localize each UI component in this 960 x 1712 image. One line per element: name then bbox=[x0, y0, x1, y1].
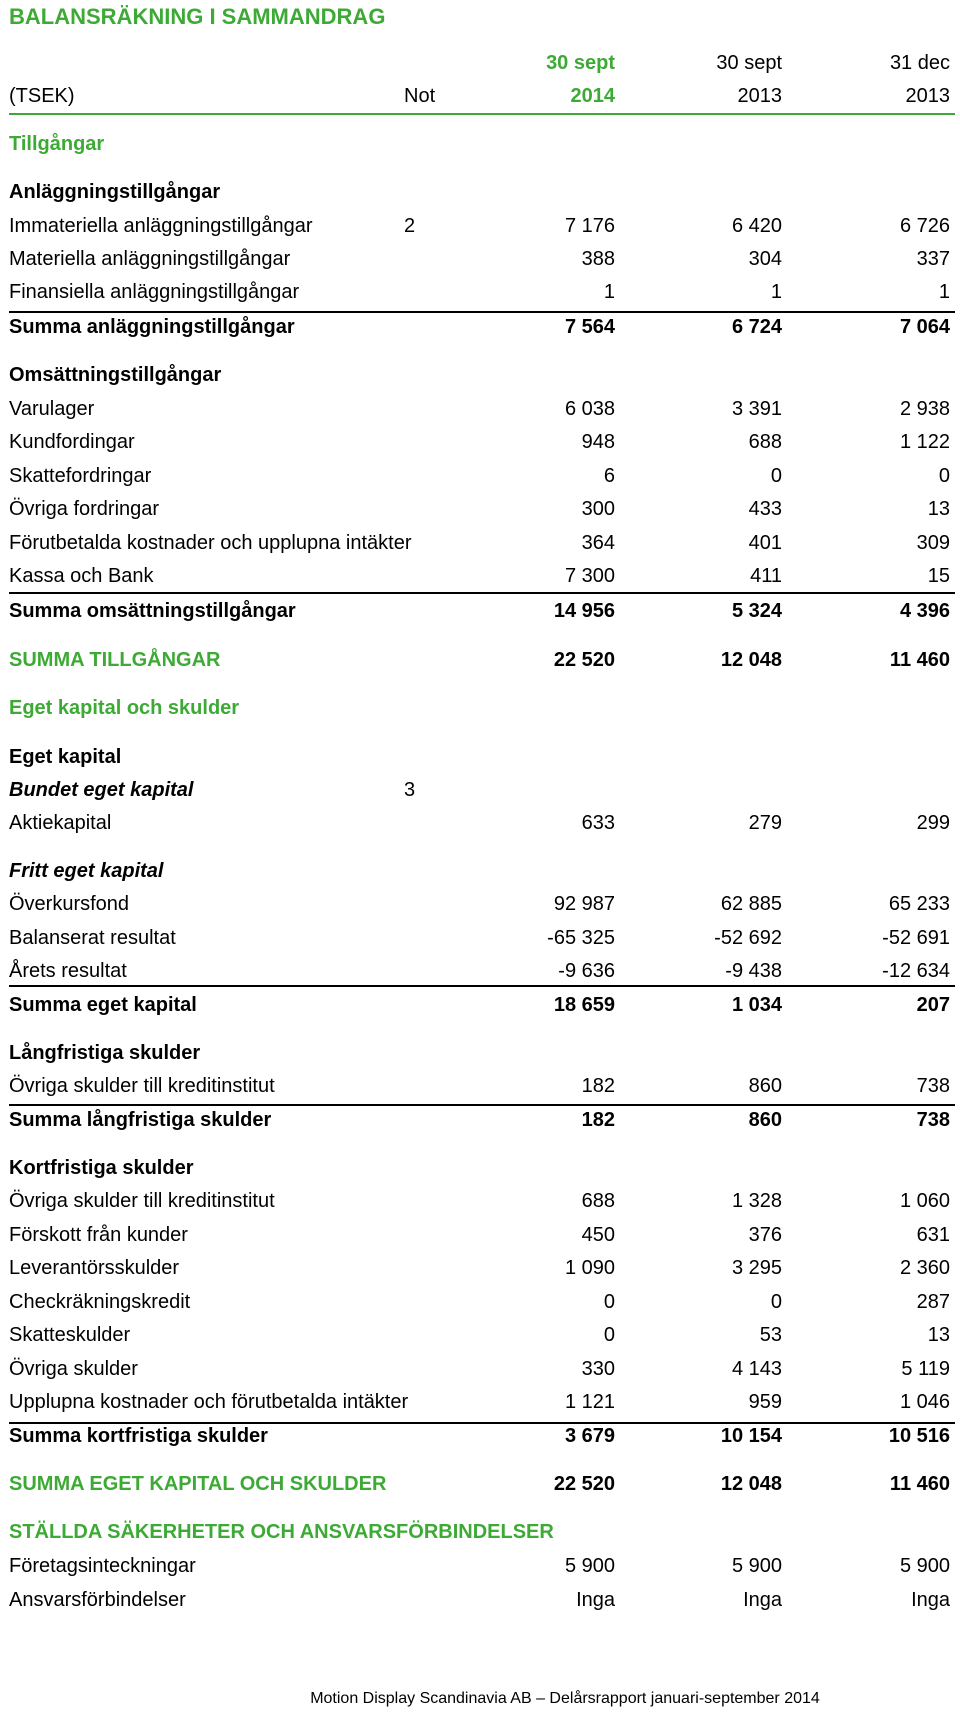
value-30-sept-2014: 6 038 bbox=[564, 398, 615, 420]
row-label: Summa kortfristiga skulder bbox=[9, 1425, 268, 1447]
value-30-sept-2013: 62 885 bbox=[720, 893, 782, 915]
value-31-dec-2013: 2 938 bbox=[899, 398, 950, 420]
table-row-eget-kapital bbox=[0, 741, 960, 773]
row-label: Finansiella anläggningstillgångar bbox=[9, 281, 300, 303]
value-30-sept-2014: 330 bbox=[581, 1358, 615, 1380]
row-label: STÄLLDA SÄKERHETER OCH ANSVARSFÖRBINDELSER bbox=[9, 1521, 554, 1543]
value-31-dec-2013: 15 bbox=[927, 565, 950, 587]
value-31-dec-2013: 309 bbox=[916, 532, 950, 554]
table-row-upplupna-kostnader-och-forutbetalda-intakter bbox=[0, 1386, 960, 1418]
value-30-sept-2014: 688 bbox=[581, 1190, 615, 1212]
value-30-sept-2013: 12 048 bbox=[720, 649, 782, 671]
row-label: Kortfristiga skulder bbox=[9, 1157, 194, 1179]
value-31-dec-2013: 337 bbox=[916, 248, 950, 270]
value-30-sept-2014: 6 bbox=[603, 465, 615, 487]
value-31-dec-2013: 7 064 bbox=[899, 316, 950, 338]
divider-2 bbox=[9, 592, 955, 594]
col2-header-line1: 30 sept bbox=[716, 52, 782, 74]
value-30-sept-2013: 376 bbox=[748, 1224, 782, 1246]
row-label: Leverantörsskulder bbox=[9, 1257, 180, 1279]
value-31-dec-2013: 5 900 bbox=[899, 1555, 950, 1577]
table-row-skattefordringar bbox=[0, 460, 960, 492]
value-30-sept-2014: 182 bbox=[581, 1109, 615, 1131]
value-30-sept-2014: 300 bbox=[581, 498, 615, 520]
col1-header-line1: 30 sept bbox=[546, 52, 615, 74]
row-label: Aktiekapital bbox=[9, 812, 112, 834]
value-30-sept-2013: 3 295 bbox=[731, 1257, 782, 1279]
value-31-dec-2013: 1 060 bbox=[899, 1190, 950, 1212]
col3-header-line1: 31 dec bbox=[889, 52, 950, 74]
table-row-forskott-fran-kunder bbox=[0, 1219, 960, 1251]
table-row-ovriga-skulder bbox=[0, 1353, 960, 1385]
row-label: Balanserat resultat bbox=[9, 927, 176, 949]
row-label: Immateriella anläggningstillgångar bbox=[9, 215, 313, 237]
table-row-forutbetalda-kostnader-och-upplupna-intakter bbox=[0, 527, 960, 559]
value-30-sept-2013: 3 391 bbox=[731, 398, 782, 420]
row-label: Upplupna kostnader och förutbetalda intäkter bbox=[9, 1391, 409, 1413]
value-30-sept-2014: 3 679 bbox=[564, 1425, 615, 1447]
row-label: Summa anläggningstillgångar bbox=[9, 316, 295, 338]
divider-5 bbox=[9, 1422, 955, 1424]
value-30-sept-2014: 0 bbox=[603, 1324, 615, 1346]
header-divider bbox=[9, 113, 955, 115]
table-row-materiella-anlaggningstillgangar bbox=[0, 243, 960, 275]
value-30-sept-2014: 22 520 bbox=[553, 1473, 615, 1495]
value-30-sept-2013: 279 bbox=[748, 812, 782, 834]
divider-1 bbox=[9, 311, 955, 313]
row-label: Fritt eget kapital bbox=[9, 860, 164, 882]
page-footer bbox=[0, 1690, 960, 1708]
value-30-sept-2013: 860 bbox=[748, 1109, 782, 1131]
table-row-summa-kortfristiga-skulder bbox=[0, 1420, 960, 1452]
table-row-ovriga-skulder-till-kreditinstitut bbox=[0, 1185, 960, 1217]
row-label: Skatteskulder bbox=[9, 1324, 131, 1346]
row-label: Varulager bbox=[9, 398, 95, 420]
col1-header-line2: 2014 bbox=[570, 85, 615, 107]
row-label: SUMMA TILLGÅNGAR bbox=[9, 649, 221, 671]
row-label: Övriga skulder till kreditinstitut bbox=[9, 1075, 275, 1097]
value-30-sept-2014: 18 659 bbox=[553, 994, 615, 1016]
row-label: Summa långfristiga skulder bbox=[9, 1109, 272, 1131]
value-30-sept-2013: 1 328 bbox=[731, 1190, 782, 1212]
value-31-dec-2013: 631 bbox=[916, 1224, 950, 1246]
value-30-sept-2013: 411 bbox=[750, 565, 782, 587]
note-number: 2 bbox=[404, 215, 416, 237]
row-label: Eget kapital bbox=[9, 746, 122, 768]
table-row-kortfristiga-skulder bbox=[0, 1152, 960, 1184]
value-31-dec-2013: Inga bbox=[911, 1589, 950, 1611]
value-30-sept-2013: 860 bbox=[748, 1075, 782, 1097]
header-row-1 bbox=[0, 47, 960, 79]
row-label: Kassa och Bank bbox=[9, 565, 154, 587]
value-30-sept-2013: 1 034 bbox=[731, 994, 782, 1016]
row-label: Övriga fordringar bbox=[9, 498, 160, 520]
value-30-sept-2014: 1 090 bbox=[564, 1257, 615, 1279]
table-row-kundfordingar bbox=[0, 426, 960, 458]
value-30-sept-2014: 1 bbox=[603, 281, 615, 303]
divider-3 bbox=[9, 985, 955, 987]
table-row-ansvarsforbindelser bbox=[0, 1584, 960, 1616]
value-30-sept-2014: 364 bbox=[581, 532, 615, 554]
table-row-fritt-eget-kapital bbox=[0, 855, 960, 887]
row-label: Förutbetalda kostnader och upplupna intäkter bbox=[9, 532, 412, 554]
value-31-dec-2013: 11 460 bbox=[889, 1473, 950, 1495]
table-row-aktiekapital bbox=[0, 807, 960, 839]
value-31-dec-2013: 0 bbox=[938, 465, 950, 487]
value-30-sept-2013: 53 bbox=[759, 1324, 782, 1346]
value-30-sept-2014: 22 520 bbox=[553, 649, 615, 671]
value-30-sept-2013: 6 420 bbox=[731, 215, 782, 237]
value-30-sept-2013: 433 bbox=[748, 498, 782, 520]
table-row-summa-eget-kapital-och-skulder bbox=[0, 1468, 960, 1500]
value-30-sept-2014: Inga bbox=[576, 1589, 615, 1611]
divider-4 bbox=[9, 1104, 955, 1106]
row-label: Checkräkningskredit bbox=[9, 1291, 191, 1313]
row-label: Omsättningstillgångar bbox=[9, 364, 222, 386]
row-label: Årets resultat bbox=[9, 960, 127, 982]
table-row-finansiella-anlaggningstillgangar bbox=[0, 276, 960, 308]
value-30-sept-2014: 92 987 bbox=[553, 893, 615, 915]
table-row-balanserat-resultat bbox=[0, 922, 960, 954]
value-31-dec-2013: 1 bbox=[938, 281, 950, 303]
note-number: 3 bbox=[404, 779, 416, 801]
table-row-checkrakningskredit bbox=[0, 1286, 960, 1318]
value-31-dec-2013: 1 046 bbox=[899, 1391, 950, 1413]
table-row-foretagsinteckningar bbox=[0, 1550, 960, 1582]
value-30-sept-2013: -52 692 bbox=[714, 927, 782, 949]
value-31-dec-2013: 4 396 bbox=[899, 600, 950, 622]
value-30-sept-2014: 388 bbox=[581, 248, 615, 270]
table-row-summa-omsattningstillgangar bbox=[0, 595, 960, 627]
value-31-dec-2013: 6 726 bbox=[899, 215, 950, 237]
value-31-dec-2013: -52 691 bbox=[882, 927, 950, 949]
row-label: Långfristiga skulder bbox=[9, 1042, 201, 1064]
row-label: Kundfordingar bbox=[9, 431, 135, 453]
value-31-dec-2013: 5 119 bbox=[901, 1358, 950, 1380]
value-30-sept-2014: 14 956 bbox=[553, 600, 615, 622]
value-30-sept-2014: -65 325 bbox=[547, 927, 615, 949]
table-row-overkursfond bbox=[0, 888, 960, 920]
table-row-eget-kapital-och-skulder bbox=[0, 692, 960, 724]
col2-header-line2: 2013 bbox=[737, 85, 782, 107]
value-31-dec-2013: 207 bbox=[916, 994, 950, 1016]
value-31-dec-2013: 13 bbox=[927, 498, 950, 520]
note-header: Not bbox=[404, 85, 436, 107]
value-30-sept-2013: 959 bbox=[748, 1391, 782, 1413]
value-31-dec-2013: 2 360 bbox=[899, 1257, 950, 1279]
table-row-summa-eget-kapital bbox=[0, 989, 960, 1021]
row-label: Summa omsättningstillgångar bbox=[9, 600, 296, 622]
row-label: Övriga skulder till kreditinstitut bbox=[9, 1190, 275, 1212]
value-31-dec-2013: 11 460 bbox=[889, 649, 950, 671]
value-31-dec-2013: 1 122 bbox=[899, 431, 950, 453]
value-31-dec-2013: -12 634 bbox=[882, 960, 950, 982]
page-title: BALANSRÄKNING I SAMMANDRAG bbox=[9, 4, 386, 29]
row-label: Eget kapital och skulder bbox=[9, 697, 240, 719]
table-row-tillgangar bbox=[0, 128, 960, 160]
table-row-langfristiga-skulder bbox=[0, 1037, 960, 1069]
value-30-sept-2014: 7 176 bbox=[564, 215, 615, 237]
col3-header-line2: 2013 bbox=[905, 85, 950, 107]
table-row-immateriella-anlaggningstillgangar bbox=[0, 210, 960, 242]
value-31-dec-2013: 738 bbox=[916, 1075, 950, 1097]
row-label: Förskott från kunder bbox=[9, 1224, 188, 1246]
row-label: Företagsinteckningar bbox=[9, 1555, 196, 1577]
row-label: Överkursfond bbox=[9, 893, 130, 915]
value-30-sept-2013: 688 bbox=[748, 431, 782, 453]
value-30-sept-2014: 1 121 bbox=[564, 1391, 615, 1413]
value-30-sept-2014: 0 bbox=[603, 1291, 615, 1313]
value-30-sept-2013: 0 bbox=[770, 465, 782, 487]
value-31-dec-2013: 299 bbox=[916, 812, 950, 834]
row-label: Tillgångar bbox=[9, 133, 105, 155]
table-row-anlaggningstillgangar bbox=[0, 176, 960, 208]
row-label: Bundet eget kapital bbox=[9, 779, 194, 801]
value-30-sept-2014: 7 300 bbox=[564, 565, 615, 587]
value-31-dec-2013: 738 bbox=[916, 1109, 950, 1131]
table-row-varulager bbox=[0, 393, 960, 425]
value-30-sept-2014: 633 bbox=[581, 812, 615, 834]
value-30-sept-2014: 450 bbox=[581, 1224, 615, 1246]
unit-label: (TSEK) bbox=[9, 85, 75, 107]
table-row-arets-resultat bbox=[0, 955, 960, 987]
value-31-dec-2013: 65 233 bbox=[888, 893, 950, 915]
value-30-sept-2013: 10 154 bbox=[720, 1425, 782, 1447]
value-30-sept-2013: 304 bbox=[748, 248, 782, 270]
value-30-sept-2014: -9 636 bbox=[558, 960, 615, 982]
row-label: Övriga skulder bbox=[9, 1358, 138, 1380]
row-label: Skattefordringar bbox=[9, 465, 152, 487]
value-30-sept-2013: 1 bbox=[770, 281, 782, 303]
value-30-sept-2013: 4 143 bbox=[731, 1358, 782, 1380]
value-30-sept-2014: 7 564 bbox=[564, 316, 615, 338]
table-row-bundet-eget-kapital bbox=[0, 774, 960, 806]
row-label: Summa eget kapital bbox=[9, 994, 197, 1016]
row-label: Anläggningstillgångar bbox=[9, 181, 221, 203]
table-row-summa-langfristiga-skulder bbox=[0, 1104, 960, 1136]
value-31-dec-2013: 13 bbox=[927, 1324, 950, 1346]
value-30-sept-2013: 12 048 bbox=[720, 1473, 782, 1495]
value-30-sept-2013: 5 900 bbox=[731, 1555, 782, 1577]
row-label: SUMMA EGET KAPITAL OCH SKULDER bbox=[9, 1473, 387, 1495]
table-row-leverantorsskulder bbox=[0, 1252, 960, 1284]
row-label: Materiella anläggningstillgångar bbox=[9, 248, 291, 270]
value-31-dec-2013: 287 bbox=[916, 1291, 950, 1313]
value-30-sept-2014: 5 900 bbox=[564, 1555, 615, 1577]
value-30-sept-2013: 5 324 bbox=[731, 600, 782, 622]
table-row-stallda-sakerheter-och-ansvarsforbindelser bbox=[0, 1516, 960, 1548]
table-row-summa-tillgangar bbox=[0, 644, 960, 676]
value-30-sept-2013: 401 bbox=[748, 532, 782, 554]
value-30-sept-2013: Inga bbox=[743, 1589, 782, 1611]
value-30-sept-2014: 948 bbox=[581, 431, 615, 453]
value-30-sept-2014: 182 bbox=[581, 1075, 615, 1097]
table-row-ovriga-fordringar bbox=[0, 493, 960, 525]
table-row-ovriga-skulder-till-kreditinstitut bbox=[0, 1070, 960, 1102]
value-31-dec-2013: 10 516 bbox=[888, 1425, 950, 1447]
table-row-kassa-och-bank bbox=[0, 560, 960, 592]
table-row-omsattningstillgangar bbox=[0, 359, 960, 391]
row-label: Ansvarsförbindelser bbox=[9, 1589, 186, 1611]
value-30-sept-2013: 0 bbox=[770, 1291, 782, 1313]
footer-text: Motion Display Scandinavia AB – Delårsrapport januari-september 2014 bbox=[310, 1690, 820, 1707]
table-row-summa-anlaggningstillgangar bbox=[0, 311, 960, 343]
table-row-skatteskulder bbox=[0, 1319, 960, 1351]
value-30-sept-2013: 6 724 bbox=[731, 316, 782, 338]
header-row-2 bbox=[0, 80, 960, 112]
value-30-sept-2013: -9 438 bbox=[725, 960, 782, 982]
